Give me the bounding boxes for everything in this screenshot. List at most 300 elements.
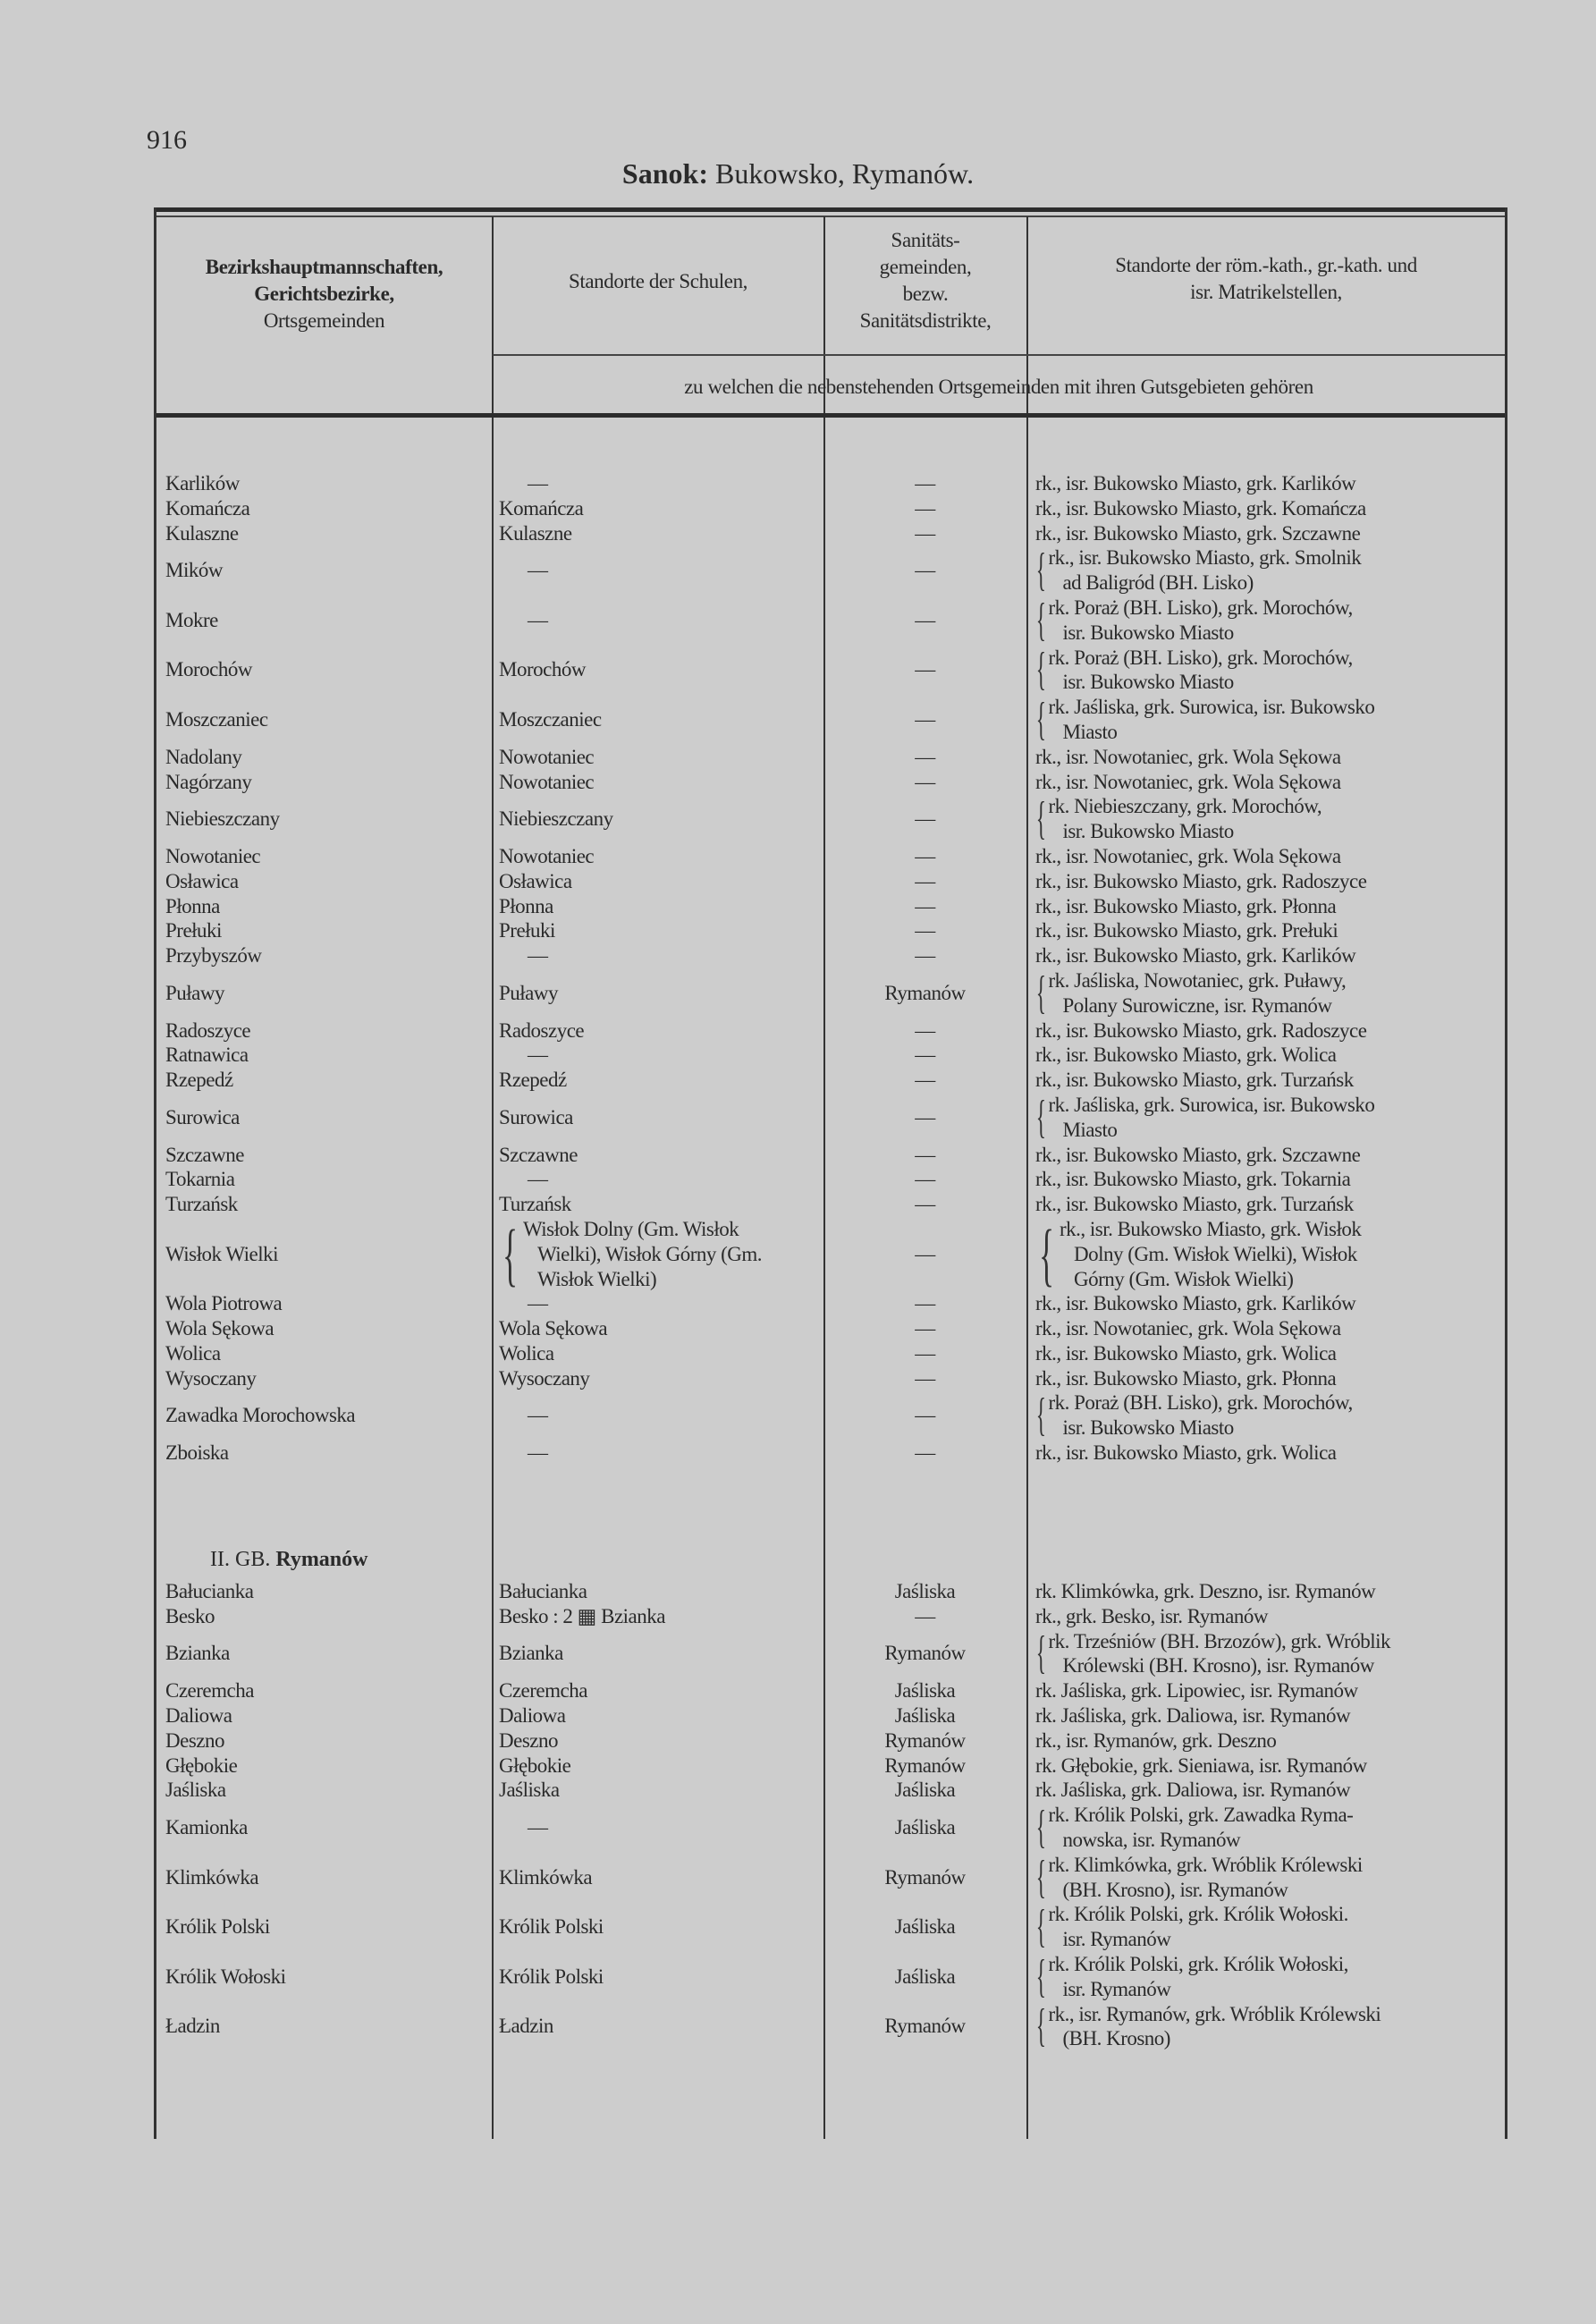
- registry-locations: [1026, 1754, 1500, 1779]
- text-lines: [499, 918, 555, 943]
- table-row: [156, 968, 1505, 1018]
- table-row: [156, 1043, 1505, 1068]
- text-lines: [499, 1604, 665, 1629]
- sanitary-district: Jaśliska: [894, 1779, 956, 1802]
- text-lines: [1060, 1217, 1361, 1291]
- brace-icon: {: [1035, 1901, 1046, 1953]
- text-line: Szczawne: [499, 1143, 578, 1166]
- brace-icon: {: [502, 1214, 518, 1293]
- header-schools: Standorte der Schulen,: [568, 270, 748, 292]
- table-row: [156, 695, 1505, 745]
- municipality-name: Osławica: [165, 869, 239, 892]
- sanitary-district: Rymanów: [884, 1642, 966, 1665]
- registry-locations: [1026, 596, 1500, 646]
- table-row: [156, 894, 1505, 919]
- text-line: rk., grk. Besko, isr. Rymanów: [1035, 1604, 1268, 1627]
- registry-locations: [1026, 1291, 1500, 1316]
- text-line: Królik Polski: [499, 1915, 604, 1939]
- table-row: [156, 943, 1505, 968]
- school-location: [492, 1815, 823, 1840]
- sanitary-district: Rymanów: [884, 2015, 966, 2038]
- text-line: rk. Jaśliska, grk. Surowica, isr. Bukowsko: [1048, 696, 1375, 719]
- table-row: [156, 1143, 1505, 1168]
- text-line: rk., isr. Nowotaniec, grk. Wola Sękowa: [1035, 1317, 1341, 1340]
- brace-icon: {: [1035, 1390, 1046, 1441]
- sanitary-district: —: [915, 496, 935, 520]
- text-lines: [499, 1703, 565, 1728]
- text-lines: [499, 1018, 584, 1044]
- school-location: [492, 1068, 823, 1093]
- text-line: Osławica: [499, 869, 572, 892]
- heading-court: Rymanów: [275, 1548, 368, 1571]
- brace-icon: {: [1035, 545, 1046, 596]
- text-line: Bałucianka: [499, 1580, 587, 1602]
- text-lines: [1035, 496, 1366, 521]
- sanitary-district: Jaśliska: [894, 1915, 956, 1939]
- text-line: Nowotaniec: [499, 745, 595, 768]
- text-lines: [1035, 844, 1341, 869]
- text-line: Wola Sękowa: [499, 1317, 608, 1340]
- table-row: [156, 1678, 1505, 1703]
- school-location: [492, 1778, 823, 1803]
- sanitary-district: —: [915, 1168, 935, 1191]
- table-row: [156, 596, 1505, 646]
- text-lines: [499, 1579, 587, 1604]
- text-lines: [499, 1316, 607, 1341]
- text-line: isr. Bukowsko Miasto: [1062, 671, 1234, 694]
- header-registries: [1027, 252, 1505, 306]
- title-district: Sanok:: [621, 157, 708, 190]
- text-line: Nowotaniec: [499, 770, 595, 793]
- registry-locations: [1026, 918, 1500, 943]
- text-line: Puławy: [499, 981, 558, 1004]
- text-line: isr. Bukowsko Miasto: [1062, 820, 1234, 843]
- municipality-name: Bałucianka: [165, 1580, 254, 1602]
- header-line: isr. Matrikelstellen,: [1190, 281, 1342, 303]
- brace-icon: {: [1035, 693, 1046, 745]
- table-row: [156, 1018, 1505, 1044]
- school-location: [492, 770, 823, 795]
- registry-locations: [1026, 2002, 1500, 2052]
- municipality-name: Wolica: [165, 1341, 221, 1365]
- header-line: Sanitäts-: [891, 229, 960, 251]
- municipality-name: Bzianka: [165, 1642, 230, 1665]
- school-location: [492, 1043, 823, 1068]
- header-line: Gerichtsbezirke,: [254, 283, 394, 305]
- text-lines: [1035, 943, 1355, 968]
- registry-locations: [1026, 471, 1500, 496]
- text-line: Miasto: [1062, 720, 1118, 743]
- text-lines: [499, 707, 602, 732]
- registry-locations: [1026, 1341, 1500, 1366]
- table-row: [156, 1778, 1505, 1803]
- text-line: Morochów: [499, 658, 586, 681]
- school-location: [492, 1865, 823, 1890]
- text-line: rk., isr. Bukowsko Miasto, grk. Karlików: [1035, 944, 1356, 968]
- sanitary-district: —: [915, 745, 935, 768]
- table-row: [156, 1192, 1505, 1217]
- text-line: isr. Rymanów: [1062, 1928, 1171, 1951]
- school-location: [492, 1728, 823, 1754]
- text-line: rk. Jaśliska, grk. Surowica, isr. Bukowsko: [1048, 1093, 1375, 1116]
- text-line: Klimkówka: [499, 1865, 593, 1889]
- sanitary-district: —: [915, 844, 935, 867]
- sanitary-district: —: [915, 1441, 935, 1465]
- text-line: Kulaszne: [499, 521, 572, 545]
- municipality-name: Deszno: [165, 1728, 224, 1752]
- brace-icon: {: [1039, 1214, 1054, 1293]
- registry-locations: [1026, 1018, 1500, 1044]
- table-row: [156, 1390, 1505, 1441]
- text-line: rk., isr. Bukowsko Miasto, grk. Wisłok: [1059, 1217, 1362, 1240]
- sanitary-district: Rymanów: [884, 1728, 966, 1752]
- registry-locations: [1026, 1703, 1500, 1728]
- text-lines: [528, 1167, 548, 1192]
- text-lines: [499, 1778, 560, 1803]
- municipality-name: Mików: [165, 559, 223, 582]
- table-row: [156, 2002, 1505, 2052]
- text-lines: [499, 1192, 571, 1217]
- registry-locations: [1026, 1068, 1500, 1093]
- registry-locations: [1026, 1316, 1500, 1341]
- text-line: Surowica: [499, 1105, 573, 1128]
- table-row: [156, 794, 1505, 844]
- text-line: rk. Jaśliska, grk. Lipowiec, isr. Rymanów: [1035, 1679, 1358, 1703]
- text-lines: [499, 2014, 553, 2039]
- sanitary-district: —: [915, 1044, 935, 1067]
- text-lines: [1048, 1853, 1362, 1903]
- text-lines: [528, 608, 548, 633]
- text-lines: [528, 1441, 548, 1466]
- brace-icon: {: [1035, 1950, 1046, 2002]
- brace-icon: {: [1035, 1091, 1046, 1143]
- municipality-name: Czeremcha: [165, 1679, 254, 1703]
- sanitary-district: —: [915, 869, 935, 892]
- school-location: [492, 1965, 823, 1990]
- text-line: ad Baligród (BH. Lisko): [1062, 571, 1254, 595]
- municipality-name: Mokre: [165, 608, 218, 631]
- sanitary-district: —: [915, 521, 935, 545]
- registry-locations: [1026, 1803, 1500, 1853]
- text-lines: [499, 521, 572, 546]
- text-line: rk., isr. Nowotaniec, grk. Wola Sękowa: [1035, 844, 1341, 867]
- text-lines: [1035, 1068, 1354, 1093]
- school-location: [492, 1703, 823, 1728]
- text-lines: [528, 1815, 548, 1840]
- text-line: rk., isr. Bukowsko Miasto, grk. Karlików: [1035, 472, 1356, 494]
- school-location: [492, 1754, 823, 1779]
- school-location: [492, 707, 823, 732]
- text-lines: [528, 1043, 548, 1068]
- school-location: [492, 558, 823, 583]
- school-location: [492, 943, 823, 968]
- text-lines: [1035, 1778, 1350, 1803]
- registry-locations: [1026, 1192, 1500, 1217]
- text-line: rk., isr. Bukowsko Miasto, grk. Szczawne: [1035, 521, 1361, 545]
- text-lines: [499, 1965, 604, 1990]
- text-line: Wolica: [499, 1341, 554, 1365]
- sanitary-district: —: [915, 1069, 935, 1092]
- text-line: —: [528, 1044, 548, 1067]
- school-location: [492, 1403, 823, 1428]
- text-line: Besko : 2 ▦ Bzianka: [499, 1604, 665, 1627]
- header-line: Sanitätsdistrikte,: [859, 309, 992, 332]
- municipality-name: Turzańsk: [165, 1193, 238, 1216]
- text-lines: [499, 1678, 587, 1703]
- table-row: [156, 1291, 1505, 1316]
- text-lines: [1035, 1366, 1336, 1391]
- registry-locations: [1026, 1366, 1500, 1391]
- text-line: Wisłok Wielki): [536, 1267, 657, 1290]
- text-lines: [499, 1143, 578, 1168]
- text-line: rk. Królik Polski, grk. Zawadka Ryma-: [1048, 1804, 1354, 1827]
- table-row: [156, 1604, 1505, 1629]
- sanitary-district: —: [915, 559, 935, 582]
- school-location: [492, 2014, 823, 2039]
- municipality-name: Komańcza: [165, 496, 250, 520]
- text-line: rk., isr. Bukowsko Miasto, grk. Komańcza: [1035, 496, 1366, 520]
- heading-prefix: II. GB.: [210, 1548, 271, 1571]
- text-lines: [528, 558, 548, 583]
- section-bukowsko: [156, 471, 1505, 1466]
- municipality-name: Ratnawica: [165, 1044, 249, 1067]
- header-line: bezw.: [902, 283, 949, 305]
- table-row: [156, 1728, 1505, 1754]
- table-row: [156, 1579, 1505, 1604]
- text-line: —: [528, 1816, 548, 1839]
- text-line: Górny (Gm. Wisłok Wielki): [1073, 1267, 1294, 1290]
- text-line: isr. Bukowsko Miasto: [1062, 621, 1234, 644]
- sanitary-district: —: [915, 1193, 935, 1216]
- table-row: [156, 521, 1505, 546]
- municipality-name: Zboiska: [165, 1441, 229, 1465]
- text-lines: [1035, 1341, 1337, 1366]
- text-line: rk. Królik Polski, grk. Królik Wołoski,: [1048, 1952, 1348, 1975]
- sanitary-district: Jaśliska: [894, 1703, 956, 1727]
- school-location: [492, 1604, 823, 1629]
- registry-locations: [1026, 869, 1500, 894]
- municipality-name: Surowica: [165, 1105, 240, 1128]
- text-line: rk., isr. Bukowsko Miasto, grk. Płonna: [1035, 1366, 1337, 1390]
- text-line: —: [528, 559, 548, 582]
- text-line: rk., isr. Rymanów, grk. Wróblik Królewski: [1048, 2002, 1381, 2025]
- text-lines: [499, 981, 558, 1006]
- text-line: (BH. Krosno): [1062, 2027, 1170, 2050]
- table-row: [156, 471, 1505, 496]
- text-lines: [499, 496, 583, 521]
- text-line: Radoszyce: [499, 1018, 585, 1042]
- table-row: [156, 1341, 1505, 1366]
- text-lines: [1035, 1316, 1341, 1341]
- school-location: [492, 844, 823, 869]
- registry-locations: [1026, 1093, 1500, 1143]
- registry-locations: [1026, 794, 1500, 844]
- table-row: [156, 745, 1505, 770]
- text-lines: [1035, 1754, 1367, 1779]
- table-top-rule-thin: [156, 215, 1505, 217]
- school-location: [492, 1316, 823, 1341]
- text-lines: [528, 1291, 548, 1316]
- text-line: Głębokie: [499, 1754, 571, 1777]
- text-line: rk., isr. Bukowsko Miasto, grk. Szczawne: [1035, 1143, 1361, 1166]
- registry-locations: [1026, 968, 1500, 1018]
- text-line: isr. Bukowsko Miasto: [1062, 1416, 1234, 1440]
- school-location: [492, 807, 823, 832]
- text-line: Wielki), Wisłok Górny (Gm.: [536, 1242, 763, 1265]
- table-row: [156, 1902, 1505, 1952]
- sanitary-district: Rymanów: [884, 1865, 966, 1889]
- text-lines: [1048, 2002, 1381, 2052]
- text-lines: [1048, 1390, 1352, 1441]
- municipality-name: Wola Sękowa: [165, 1317, 274, 1340]
- text-lines: [528, 471, 548, 496]
- text-line: Wisłok Dolny (Gm. Wisłok: [522, 1217, 739, 1240]
- header-line: Ortsgemeinden: [263, 309, 385, 332]
- school-location: [492, 1105, 823, 1130]
- text-lines: [499, 1068, 567, 1093]
- text-line: rk., isr. Rymanów, grk. Deszno: [1035, 1728, 1277, 1752]
- sanitary-district: —: [915, 770, 935, 793]
- registry-locations: [1026, 1441, 1500, 1466]
- text-line: rk. Niebieszczany, grk. Morochów,: [1048, 795, 1322, 818]
- text-lines: [499, 1641, 563, 1666]
- header-municipalities: [156, 254, 492, 334]
- registry-locations: [1026, 496, 1500, 521]
- registry-locations: [1026, 521, 1500, 546]
- text-lines: [1035, 1441, 1337, 1466]
- school-location: [492, 521, 823, 546]
- registry-locations: [1026, 1043, 1500, 1068]
- school-location: [492, 1914, 823, 1939]
- text-lines: [1035, 521, 1360, 546]
- text-line: rk., isr. Nowotaniec, grk. Wola Sękowa: [1035, 770, 1341, 793]
- municipality-name: Niebieszczany: [165, 807, 280, 831]
- sanitary-district: Rymanów: [884, 1754, 966, 1777]
- text-line: rk. Jaśliska, grk. Daliowa, isr. Rymanów: [1035, 1779, 1351, 1802]
- header-subheader: zu welchen die nebenstehenden Ortsgemeinden mit ihren Gutsgebieten gehören: [684, 376, 1313, 398]
- text-lines: [528, 1403, 548, 1428]
- table-row: [156, 1754, 1505, 1779]
- sanitary-district: —: [915, 1018, 935, 1042]
- sanitary-district: —: [915, 1105, 935, 1128]
- text-lines: [1048, 596, 1352, 646]
- text-line: rk., isr. Bukowsko Miasto, grk. Turzańsk: [1035, 1069, 1354, 1092]
- school-location: [492, 471, 823, 496]
- municipality-name: Nadolany: [165, 745, 242, 768]
- municipality-name: Wysoczany: [165, 1366, 257, 1390]
- gazetteer-table: [154, 207, 1507, 2139]
- school-location: [492, 1214, 823, 1293]
- text-line: rk. Poraż (BH. Lisko), grk. Morochów,: [1048, 596, 1353, 619]
- text-line: Miasto: [1062, 1118, 1118, 1141]
- table-row: [156, 1214, 1505, 1293]
- registry-locations: [1026, 646, 1500, 696]
- text-lines: [1035, 918, 1338, 943]
- registry-locations: [1026, 1678, 1500, 1703]
- brace-icon: {: [1035, 967, 1046, 1018]
- text-lines: [1035, 1143, 1360, 1168]
- brace-icon: {: [1035, 1801, 1046, 1853]
- text-lines: [1048, 794, 1322, 844]
- municipality-name: Radoszyce: [165, 1018, 251, 1042]
- table-row: [156, 496, 1505, 521]
- text-lines: [499, 1754, 570, 1779]
- sanitary-district: —: [915, 807, 935, 831]
- registry-locations: [1026, 1778, 1500, 1803]
- school-location: [492, 657, 823, 682]
- school-location: [492, 1192, 823, 1217]
- text-lines: [1035, 770, 1341, 795]
- sanitary-district: —: [915, 1341, 935, 1365]
- table-row: [156, 1853, 1505, 1903]
- text-lines: [499, 770, 594, 795]
- sanitary-district: —: [915, 1143, 935, 1166]
- table-row: [156, 1093, 1505, 1143]
- brace-icon: {: [1035, 1627, 1046, 1679]
- text-lines: [1035, 1043, 1337, 1068]
- table-row: [156, 1316, 1505, 1341]
- text-lines: [499, 1366, 589, 1391]
- municipality-name: Morochów: [165, 658, 252, 681]
- school-location: [492, 1291, 823, 1316]
- text-line: rk. Jaśliska, grk. Daliowa, isr. Rymanów: [1035, 1703, 1351, 1727]
- table-row: [156, 1803, 1505, 1853]
- school-location: [492, 1143, 823, 1168]
- municipality-name: Ładzin: [165, 2015, 220, 2038]
- text-line: —: [528, 608, 548, 631]
- text-lines: [1048, 646, 1352, 696]
- municipality-name: Nagórzany: [165, 770, 252, 793]
- municipality-name: Kamionka: [165, 1816, 248, 1839]
- registry-locations: [1026, 695, 1500, 745]
- brace-icon: {: [1035, 644, 1046, 696]
- text-line: Rzepedź: [499, 1069, 567, 1092]
- text-lines: [1035, 869, 1366, 894]
- registry-locations: [1026, 1214, 1500, 1293]
- text-line: Królewski (BH. Krosno), isr. Rymanów: [1062, 1654, 1374, 1678]
- text-line: Prełuki: [499, 919, 555, 942]
- municipality-name: Daliowa: [165, 1703, 232, 1727]
- text-line: rk. Klimkówka, grk. Deszno, isr. Rymanów: [1035, 1580, 1376, 1602]
- municipality-name: Przybyszów: [165, 944, 262, 968]
- municipality-name: Rzepedź: [165, 1069, 233, 1092]
- table-row: [156, 770, 1505, 795]
- brace-icon: {: [1035, 594, 1046, 646]
- text-line: Bzianka: [499, 1642, 563, 1665]
- text-line: Królik Polski: [499, 1965, 604, 1988]
- registry-locations: [1026, 1952, 1500, 2002]
- text-line: Moszczaniec: [499, 708, 602, 731]
- header-line: Bezirkshauptmannschaften,: [205, 256, 443, 278]
- text-line: rk., isr. Bukowsko Miasto, grk. Tokarnia: [1035, 1168, 1351, 1191]
- municipality-name: Puławy: [165, 981, 224, 1004]
- header-sub-rule: [493, 354, 1505, 356]
- text-lines: [1035, 1728, 1276, 1754]
- text-line: Turzańsk: [499, 1193, 571, 1216]
- sanitary-district: —: [915, 1317, 935, 1340]
- brace-icon: {: [1035, 2000, 1046, 2052]
- table-row: [156, 1068, 1505, 1093]
- text-lines: [1035, 1604, 1268, 1629]
- text-lines: [499, 1914, 604, 1939]
- text-line: rk., isr. Nowotaniec, grk. Wola Sękowa: [1035, 745, 1341, 768]
- text-lines: [1048, 1803, 1353, 1853]
- text-lines: [1035, 1678, 1358, 1703]
- text-line: Ładzin: [499, 2015, 553, 2038]
- municipality-name: Głębokie: [165, 1754, 238, 1777]
- text-lines: [1035, 1291, 1355, 1316]
- sanitary-district: —: [915, 944, 935, 968]
